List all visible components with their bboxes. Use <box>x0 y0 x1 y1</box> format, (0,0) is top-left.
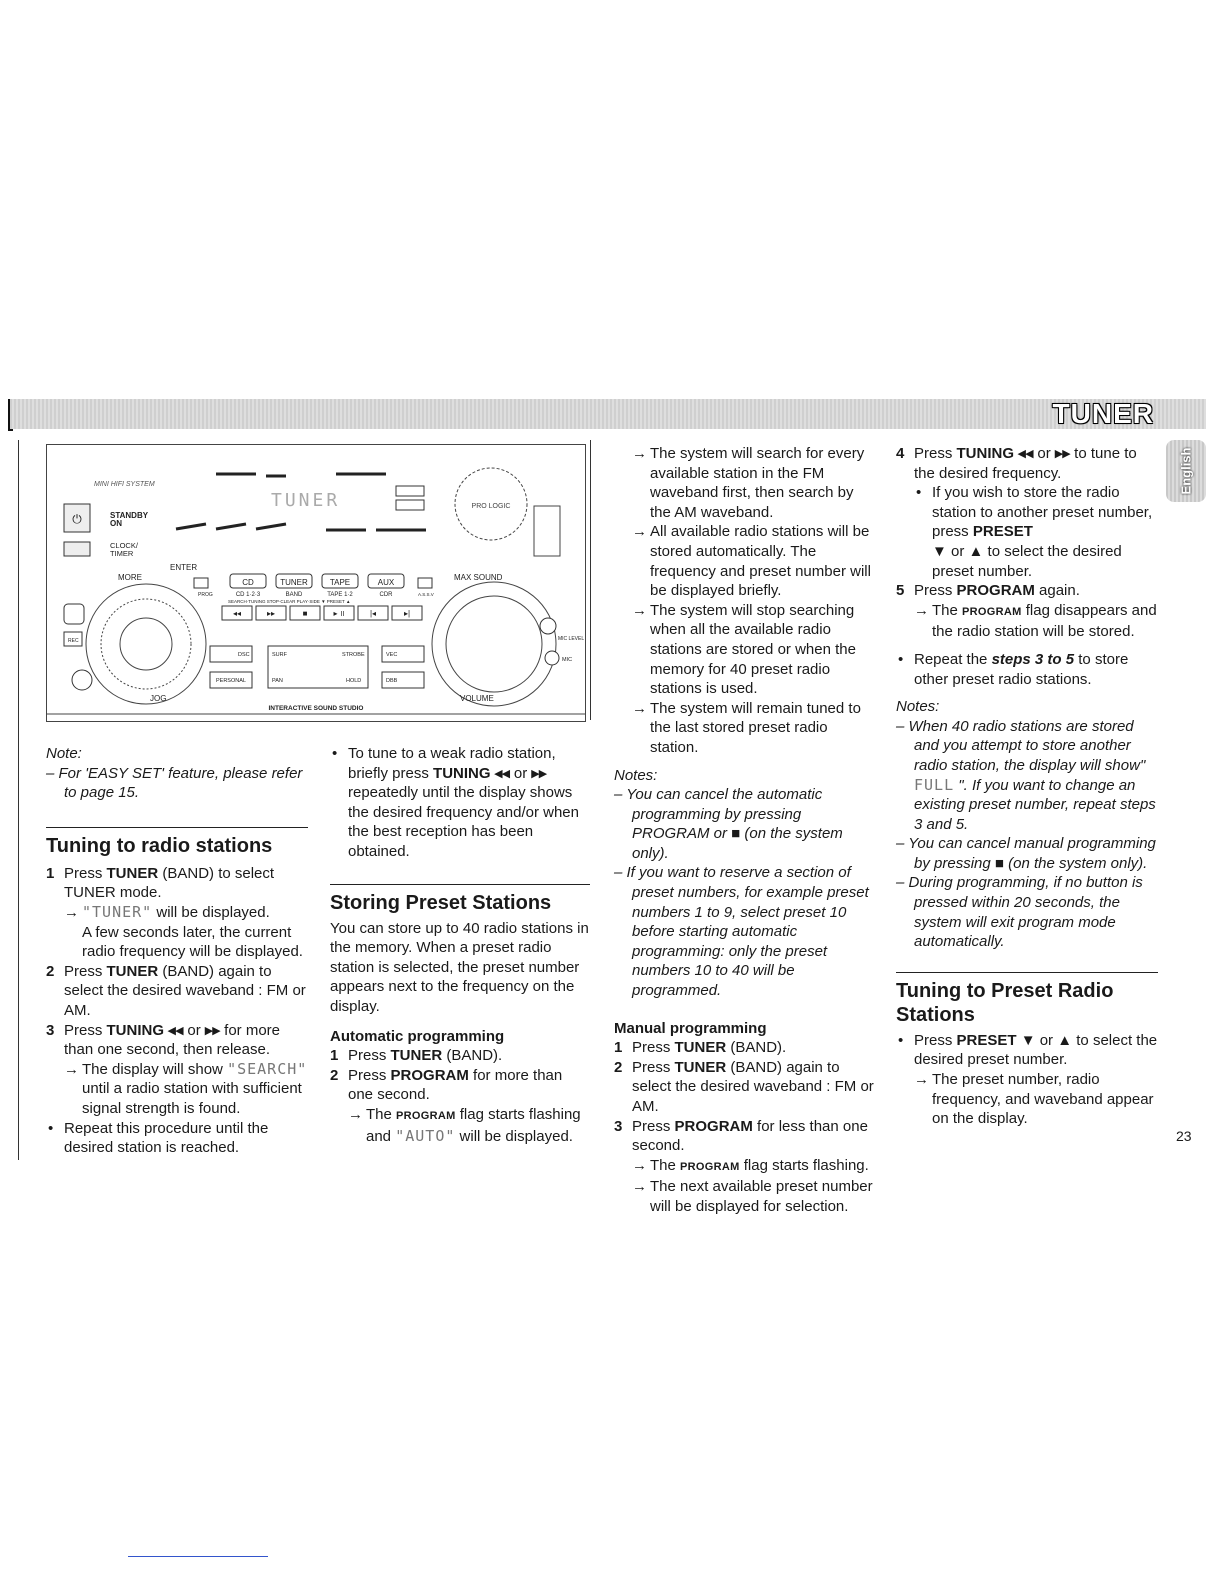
auto-note-2: – If you want to reserve a section of preset numbers, for example preset numbers 1 to 9, select preset 10 before starting automatic programming: only the preset numbers 10 to 40 will be programmed. <box>614 864 869 1000</box>
manual-step-3: 3 Press PROGRAM for less than one second. <box>614 1117 868 1155</box>
auto-notes-heading: Notes: <box>614 766 658 784</box>
heading-auto: Automatic programming <box>330 1027 505 1045</box>
step-1: 1 Press TUNER (BAND) to select TUNER mode. <box>46 864 275 902</box>
manual-note-3: – During programming, if no button is pressed within 20 seconds, the system will exit program mode automatically. <box>896 874 1143 951</box>
step-1-result: → "TUNER" will be displayed. <box>46 903 308 923</box>
mic-level-label: MIC LEVEL <box>558 636 585 642</box>
vec-label: VEC <box>386 652 398 658</box>
auto-result-1: → The system will search for every available station in the FM waveband first, then search by the AM waveband. <box>614 444 876 522</box>
clock-button <box>64 542 90 556</box>
svg-text:▸▸: ▸▸ <box>266 609 276 618</box>
storing-intro: You can store up to 40 radio stations in the memory. When a preset radio station is selected, the preset number appears next to the frequency on the display. <box>330 919 589 1015</box>
step-3: 3 Press TUNING ◂◂ or ▸▸ for more than one second, then release. <box>46 1021 281 1059</box>
volume-label: VOLUME <box>460 694 494 703</box>
language-tab-label: English <box>1178 447 1194 495</box>
step-3-result: → The display will show "SEARCH" until a radio station with sufficient signal strength is found. <box>46 1060 308 1119</box>
manual-notes-heading: Notes: <box>896 698 940 716</box>
note-easy-set: – For 'EASY SET' feature, please refer to page 15. <box>46 764 303 802</box>
section-title: TUNER <box>1052 398 1154 429</box>
hold-label: HOLD <box>346 678 362 684</box>
panel-brand: MINI HIFI SYSTEM <box>94 481 155 488</box>
device-panel-illustration <box>46 444 586 722</box>
auto-result-2: → All available radio stations will be stored automatically. The frequency and preset number will be displayed briefly. <box>614 522 876 600</box>
repeat-steps-bullet: • Repeat the steps 3 to 5 to store other preset radio stations. <box>896 650 1158 689</box>
source-sub-cd: CD 1·2·3 <box>235 592 261 598</box>
manual-note-1: – When 40 radio stations are stored and you attempt to store another radio station, the display will show" FULL ". If you want to change an existing preset number, repeat steps 3 and 5. <box>896 717 1156 833</box>
max-sound-label: MAX SOUND <box>454 573 503 582</box>
manual-step-2: 2 Press TUNER (BAND) again to select the desired waveband : FM or AM. <box>614 1058 874 1115</box>
left-margin-rule <box>18 440 19 1160</box>
source-tape: TAPE <box>329 578 351 587</box>
manual-step-5: 5 Press PROGRAM again. <box>896 582 1080 600</box>
footer-rule <box>128 1556 268 1557</box>
column-rule <box>590 440 591 720</box>
svg-text:■: ■ <box>302 609 308 618</box>
volume-dial <box>446 596 542 692</box>
source-sub-band: BAND <box>285 592 303 598</box>
source-sub-tape: TAPE 1·2 <box>327 592 353 598</box>
assv-label: A.S.S.V <box>418 592 434 597</box>
language-tab <box>1166 440 1206 502</box>
manual-step-5-result: → The PROGRAM flag disappears and the radio station will be stored. <box>896 601 1158 642</box>
standby-label: STANDBY <box>110 511 149 520</box>
surf-label: SURF <box>272 652 287 658</box>
heading-manual: Manual programming <box>614 1019 767 1037</box>
dsc-label: DSC <box>238 652 250 658</box>
auto-note-1: – You can cancel the automatic programming by pressing PROGRAM or ■ (on the system only). <box>614 786 843 862</box>
power-icon: ⏻ <box>72 512 82 526</box>
source-cd: CD <box>242 578 254 587</box>
heading-tuning: Tuning to radio stations <box>46 827 308 858</box>
column-1 <box>46 744 308 1158</box>
page-number: 23 <box>1176 1128 1192 1144</box>
column-4 <box>896 444 1158 1129</box>
mic-label: MIC <box>562 657 573 663</box>
rec-label: REC <box>68 638 79 644</box>
weak-station-tip: • To tune to a weak radio station, briefly press TUNING ◂◂ or ▸▸ repeatedly until the display shows the desired frequency and/or when the best reception has been obtained. <box>330 744 590 862</box>
preset-tuning-step: • Press PRESET ▼ or ▲ to select the desired preset number. <box>896 1031 1158 1070</box>
svg-text:▸ ॥: ▸ ॥ <box>333 609 345 618</box>
repeat-bullet: • Repeat this procedure until the desired station is reached. <box>46 1119 308 1158</box>
prog-label: PROG <box>198 592 213 598</box>
source-sub-cdr: CDR <box>379 592 393 598</box>
clock-label: CLOCK/ <box>110 541 138 550</box>
strobe-label: STROBE <box>342 652 365 658</box>
on-label: ON <box>110 519 122 528</box>
manual-step-3-result-1: → The PROGRAM flag starts flashing. <box>614 1156 876 1178</box>
svg-text:|◂: |◂ <box>369 609 377 618</box>
source-aux: AUX <box>377 578 395 587</box>
dbb-label: DBB <box>386 678 398 684</box>
svg-text:◂◂: ◂◂ <box>232 609 242 618</box>
timer-label: TIMER <box>110 549 134 558</box>
auto-step-1: 1 Press TUNER (BAND). <box>330 1047 503 1065</box>
svg-text:▸|: ▸| <box>403 609 411 618</box>
jog-label: JOG <box>150 694 167 703</box>
manual-step-4: 4 Press TUNING ◂◂ or ▸▸ to tune to the desired frequency. <box>896 445 1137 482</box>
control-labels: SEARCH·TUNING STOP·CLEAR PLAY·SIDE ▼ PRESET ▲ <box>228 599 351 604</box>
auto-step-2-result: → The PROGRAM flag starts flashing and "AUTO" will be displayed. <box>330 1105 590 1146</box>
source-tuner: TUNER <box>280 578 308 587</box>
auto-step-2: 2 Press PROGRAM for more than one second. <box>330 1066 563 1104</box>
auto-result-4: → The system will remain tuned to the last stored preset radio station. <box>614 699 876 758</box>
enter-label: ENTER <box>170 563 198 572</box>
personal-label: PERSONAL <box>216 678 246 684</box>
manual-note-2: – You can cancel manual programming by pressing ■ (on the system only). <box>896 835 1156 872</box>
pan-label: PAN <box>272 678 283 684</box>
note-heading: Note: <box>46 745 82 762</box>
manual-step-4-preset-tip: • If you wish to store the radio station to another preset number, press PRESET ▼ or ▲ to select the desired preset number. <box>914 483 1158 581</box>
more-label: MORE <box>118 573 142 582</box>
step-2: 2 Press TUNER (BAND) again to select the desired waveband : FM or AM. <box>46 962 306 1019</box>
section-header-bar <box>10 399 1206 429</box>
auto-result-3: → The system will stop searching when all the available radio stations are stored or when the memory for 40 preset radio stations is used. <box>614 601 876 699</box>
preset-tuning-result: → The preset number, radio frequency, and waveband appear on the display. <box>896 1070 1158 1129</box>
step-1-note: A few seconds later, the current radio frequency will be displayed. <box>82 923 303 961</box>
panel-bottom-label: INTERACTIVE SOUND STUDIO <box>268 705 364 712</box>
heading-preset-tuning: Tuning to Preset Radio Stations <box>896 972 1158 1027</box>
column-3 <box>614 444 876 1217</box>
heading-storing: Storing Preset Stations <box>330 884 590 915</box>
prologic-label: PRO LOGIC <box>471 503 511 510</box>
manual-step-1: 1 Press TUNER (BAND). <box>614 1039 787 1057</box>
display-readout: TUNER <box>271 490 341 511</box>
manual-step-3-result-2: → The next available preset number will be displayed for selection. <box>614 1177 876 1216</box>
column-2 <box>330 744 590 1146</box>
